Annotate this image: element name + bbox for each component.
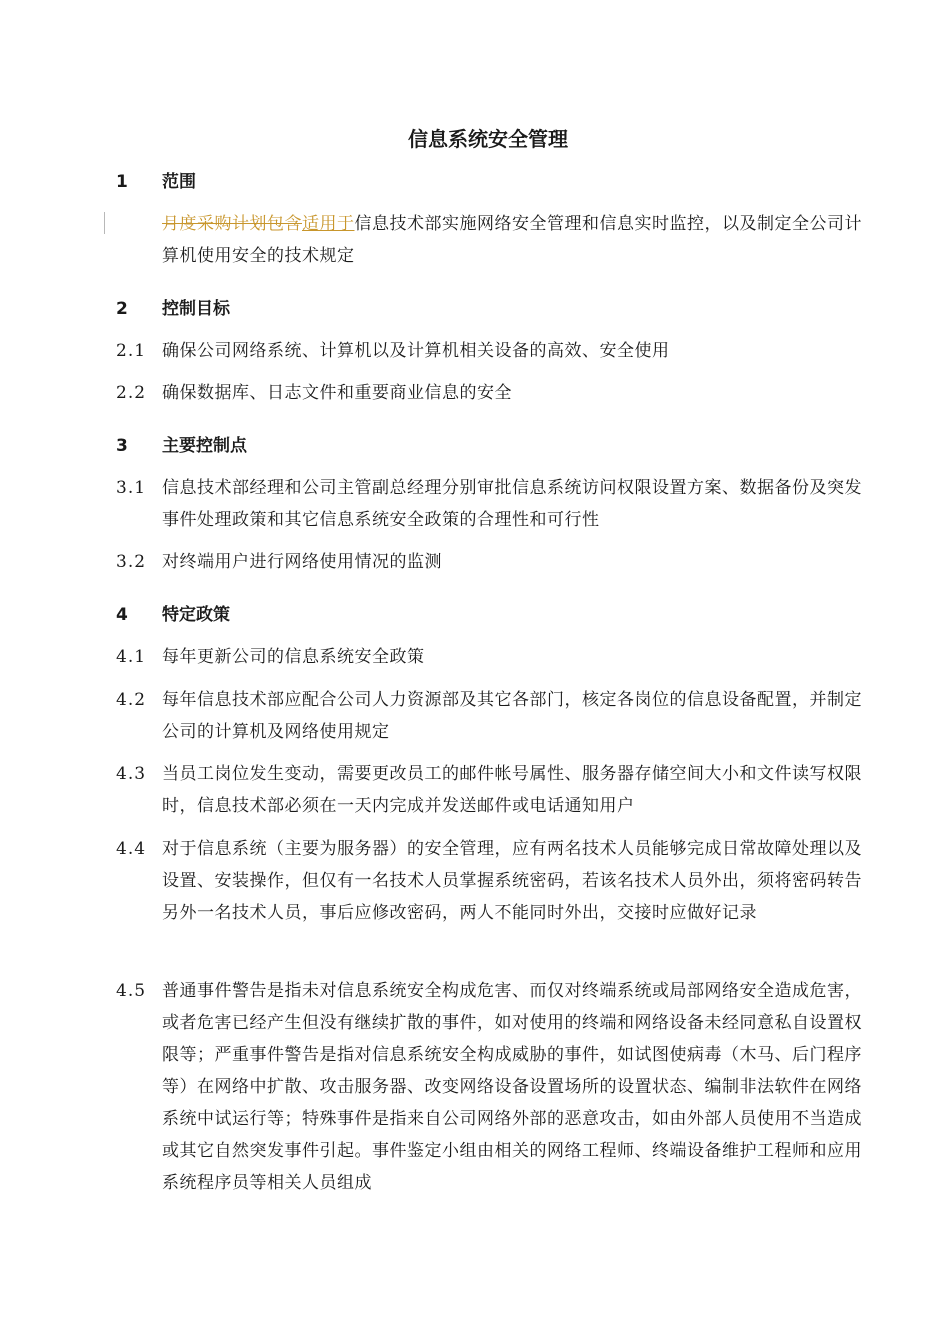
tracked-insertion: 适用于: [302, 214, 355, 234]
section-number: 1: [116, 172, 128, 192]
item-text: 每年信息技术部应配合公司人力资源部及其它各部门，核定各岗位的信息设备配置，并制定公司的计算机及网络使用规定: [162, 690, 862, 742]
document-title: 信息系统安全管理: [408, 127, 568, 151]
section-title: 控制目标: [162, 299, 230, 319]
section-number: 2: [116, 299, 128, 319]
item-text: 对终端用户进行网络使用情况的监测: [162, 552, 442, 572]
item-text: 每年更新公司的信息系统安全政策: [162, 647, 425, 667]
section-title: 主要控制点: [162, 436, 247, 456]
item-text: 普通事件警告是指未对信息系统安全构成危害、而仅对终端系统或局部网络安全造成危害，或者危害已经产生但没有继续扩散的事件，如对使用的终端和网络设备未经同意私自设置权限等；严重事件警告是指对信息系统安全构成威胁的事件，如试图使病毒（木马、后门程序等）在网络中扩散、攻击服务器、改变网络设备设置场所的设置状态、编制非法软件在网络系统中试运行等；特殊事件是指来自公司网络外部的恶意攻击，如由外部人员使用不当造成或其它自然突发事件引起。事件鉴定小组由相关的网络工程师、终端设备维护工程师和应用系统程序员等相关人员组成: [162, 981, 862, 1193]
item-number: 2.2: [116, 383, 147, 403]
section-title: 范围: [162, 172, 196, 192]
section-number: 3: [116, 436, 128, 456]
item-number: 4.1: [116, 647, 147, 667]
item-number: 3.1: [116, 478, 147, 498]
item-text: 确保数据库、日志文件和重要商业信息的安全: [162, 383, 512, 403]
item-number: 2.1: [116, 341, 147, 361]
revision-change-bar: [104, 212, 105, 234]
scope-text: [162, 208, 862, 272]
item-text: 对于信息系统（主要为服务器）的安全管理，应有两名技术人员能够完成日常故障处理以及设置、安装操作，但仅有一名技术人员掌握系统密码，若该名技术人员外出，须将密码转告另外一名技术人员，事后应修改密码，两人不能同时外出，交接时应做好记录: [162, 839, 862, 923]
item-text: 当员工岗位发生变动，需要更改员工的邮件帐号属性、服务器存储空间大小和文件读写权限时，信息技术部必须在一天内完成并发送邮件或电话通知用户: [162, 764, 862, 816]
section-title: 特定政策: [162, 605, 230, 625]
item-number: 4.3: [116, 764, 147, 784]
item-text: 信息技术部经理和公司主管副总经理分别审批信息系统访问权限设置方案、数据备份及突发事件处理政策和其它信息系统安全政策的合理性和可行性: [162, 478, 862, 530]
item-number: 3.2: [116, 552, 147, 572]
item-number: 4.5: [116, 981, 147, 1001]
item-number: 4.4: [116, 839, 147, 859]
item-number: 4.2: [116, 690, 147, 710]
item-text: 确保公司网络系统、计算机以及计算机相关设备的高效、安全使用: [162, 341, 670, 361]
section-number: 4: [116, 605, 128, 625]
scope-body: 信息技术部实施网络安全管理和信息实时监控，以及制定全公司计算机使用安全的技术规定: [162, 214, 862, 266]
tracked-deletion: 月度采购计划包含: [162, 214, 302, 234]
